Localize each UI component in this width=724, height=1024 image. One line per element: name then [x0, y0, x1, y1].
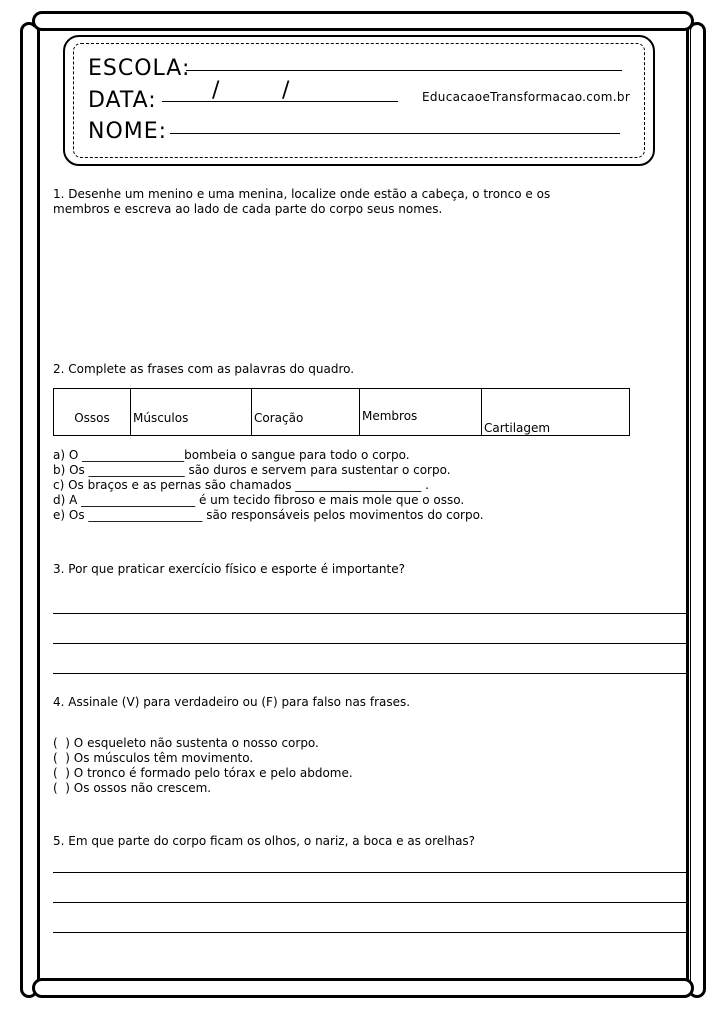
word-cell: Cartilagem: [482, 389, 630, 436]
word-cell: Coração: [252, 389, 360, 436]
q4-item: ( ) Os músculos têm movimento.: [53, 751, 254, 765]
q2-sentence: b) Os ________________ são duros e servem para sustentar o corpo.: [53, 463, 451, 477]
date-field-line[interactable]: [162, 101, 398, 102]
q1-text-line-1: 1. Desenhe um menino e uma menina, localize onde estão a cabeça, o tronco e os: [53, 187, 551, 201]
frame-bottom-roll: [32, 978, 694, 998]
q2-sentence: d) A ___________________ é um tecido fibroso e mais mole que o osso.: [53, 493, 465, 507]
word-cell: Membros: [360, 389, 482, 436]
q2-title: 2. Complete as frases com as palavras do quadro.: [53, 362, 355, 376]
q3-answer-line[interactable]: [53, 643, 686, 644]
q2-sentence: c) Os braços e as pernas são chamados _____________________ .: [53, 478, 429, 492]
q4-item: ( ) O tronco é formado pelo tórax e pelo abdome.: [53, 766, 353, 780]
q5-answer-line[interactable]: [53, 932, 686, 933]
q2-sentence: a) O _________________bombeia o sangue para todo o corpo.: [53, 448, 410, 462]
q3-answer-line[interactable]: [53, 673, 686, 674]
frame-right-roll: [688, 22, 706, 998]
date-slash: /: [282, 78, 290, 103]
school-field-line[interactable]: [186, 70, 622, 71]
q5-answer-line[interactable]: [53, 902, 686, 903]
name-field-line[interactable]: [170, 133, 620, 134]
word-cell: Ossos: [54, 389, 131, 436]
name-label: NOME:: [88, 119, 168, 144]
frame-top-roll: [32, 11, 694, 31]
q5-title: 5. Em que parte do corpo ficam os olhos, o nariz, a boca e as orelhas?: [53, 834, 476, 848]
q4-title: 4. Assinale (V) para verdadeiro ou (F) para falso nas frases.: [53, 695, 411, 709]
frame-inner-border-left: [37, 28, 40, 983]
q3-answer-line[interactable]: [53, 613, 686, 614]
frame-inner-border-right: [686, 28, 689, 983]
date-slash: /: [212, 78, 220, 103]
q5-answer-line[interactable]: [53, 872, 686, 873]
q4-item: ( ) O esqueleto não sustenta o nosso corpo.: [53, 736, 319, 750]
word-box-table: [53, 388, 630, 436]
site-watermark: EducacaoeTransformacao.com.br: [422, 90, 631, 104]
q4-item: ( ) Os ossos não crescem.: [53, 781, 212, 795]
q1-text-line-2: membros e escreva ao lado de cada parte do corpo seus nomes.: [53, 202, 443, 216]
word-cell: Músculos: [131, 389, 252, 436]
date-label: DATA:: [88, 88, 157, 113]
q2-sentence: e) Os ___________________ são responsáveis pelos movimentos do corpo.: [53, 508, 484, 522]
q3-title: 3. Por que praticar exercício físico e esporte é importante?: [53, 562, 405, 576]
school-label: ESCOLA:: [88, 56, 191, 81]
